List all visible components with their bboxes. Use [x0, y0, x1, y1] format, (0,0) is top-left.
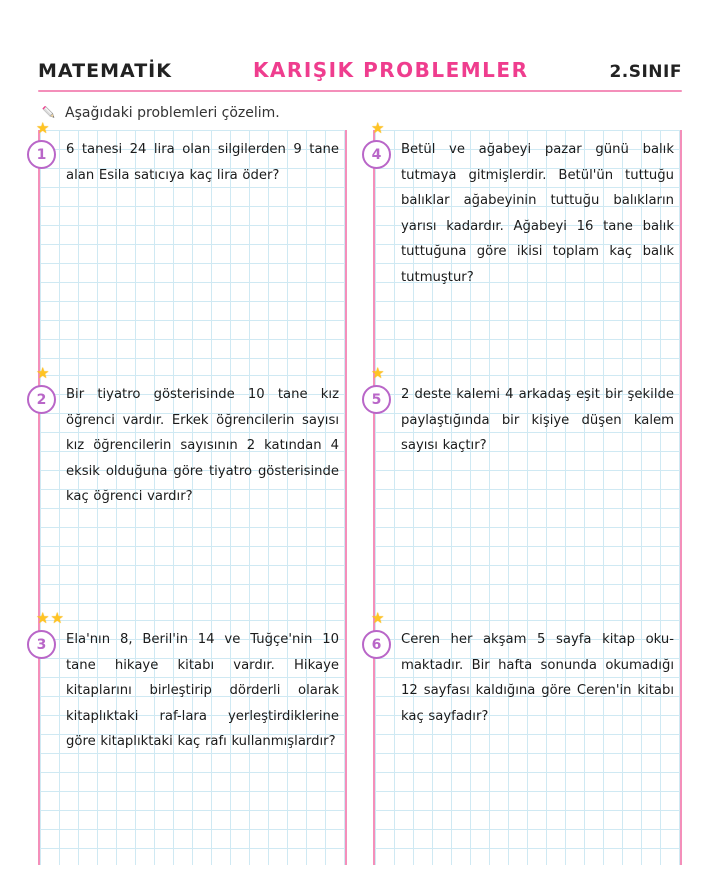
subject-title: MATEMATİK	[38, 60, 172, 82]
grade-label: 2.SINIF	[609, 62, 682, 82]
question-number: 1	[27, 140, 56, 169]
difficulty-stars	[36, 121, 49, 136]
star-icon: ★	[371, 364, 385, 382]
question-text: Betül ve ağabeyi pazar günü balık tutmaya gitmişlerdir. Betül'ün tuttuğu balıklar ağabeyinin tuttuğu balıkların yarısı kadardır. Ağabeyi 16 tane balık tuttuğuna göre ikisi toplam kaç balık tutmuştur?	[401, 142, 674, 285]
difficulty-stars	[371, 366, 384, 381]
star-icon: ★	[36, 609, 50, 627]
header-divider	[38, 90, 682, 92]
difficulty-stars	[371, 611, 384, 626]
question-text: 6 tanesi 24 lira olan silgilerden 9 tane alan Esila satıcıya kaç lira öder?	[66, 142, 339, 183]
question-text: 2 deste kalemi 4 arkadaş eşit bir şekilde paylaştığında bir kişiye düşen kalem sayısı kaçtır?	[401, 387, 674, 453]
question-text: Ela'nın 8, Beril'in 14 ve Tuğçe'nin 10 tane hikaye kitabı vardır. Hikaye kitaplarını birleştirip dörderli olarak kitaplıktaki raf-lara yerleştirdiklerine göre kitaplıktaki kaç rafı kullanmışlardır?	[66, 632, 339, 749]
questions-columns	[30, 119, 690, 865]
difficulty-stars	[371, 121, 384, 136]
question-text: Bir tiyatro gösterisinde 10 tane kız öğrenci vardır. Erkek öğrencilerin sayısı kız öğrencilerin sayısının 2 katından 4 eksik olduğuna göre tiyatro gösterisinde kaç öğrenci vardır?	[66, 387, 339, 504]
question-box	[371, 119, 682, 375]
question-box	[371, 364, 682, 620]
question-box	[371, 609, 682, 865]
question-number: 6	[362, 630, 391, 659]
star-icon: ★	[36, 119, 50, 137]
star-icon: ★	[50, 609, 64, 627]
difficulty-stars	[36, 611, 64, 626]
difficulty-stars	[36, 366, 49, 381]
instruction-text: Aşağıdaki problemleri çözelim.	[65, 105, 280, 121]
star-icon: ★	[371, 609, 385, 627]
question-box	[36, 609, 347, 865]
question-number: 5	[362, 385, 391, 414]
left-column	[36, 119, 347, 865]
star-icon: ★	[36, 364, 50, 382]
question-number: 3	[27, 630, 56, 659]
question-box	[36, 364, 347, 620]
star-icon: ★	[371, 119, 385, 137]
question-text: Ceren her akşam 5 sayfa kitap oku-maktadır. Bir hafta sonunda okumadığı 12 sayfası kaldığına göre Ceren'in kitabı kaç sayfadır?	[401, 632, 674, 724]
question-number: 2	[27, 385, 56, 414]
instruction-row	[40, 104, 690, 122]
worksheet-header	[30, 0, 690, 82]
question-box	[36, 119, 347, 375]
page-title: KARIŞIK PROBLEMLER	[252, 58, 529, 82]
right-column	[371, 119, 682, 865]
question-number: 4	[362, 140, 391, 169]
